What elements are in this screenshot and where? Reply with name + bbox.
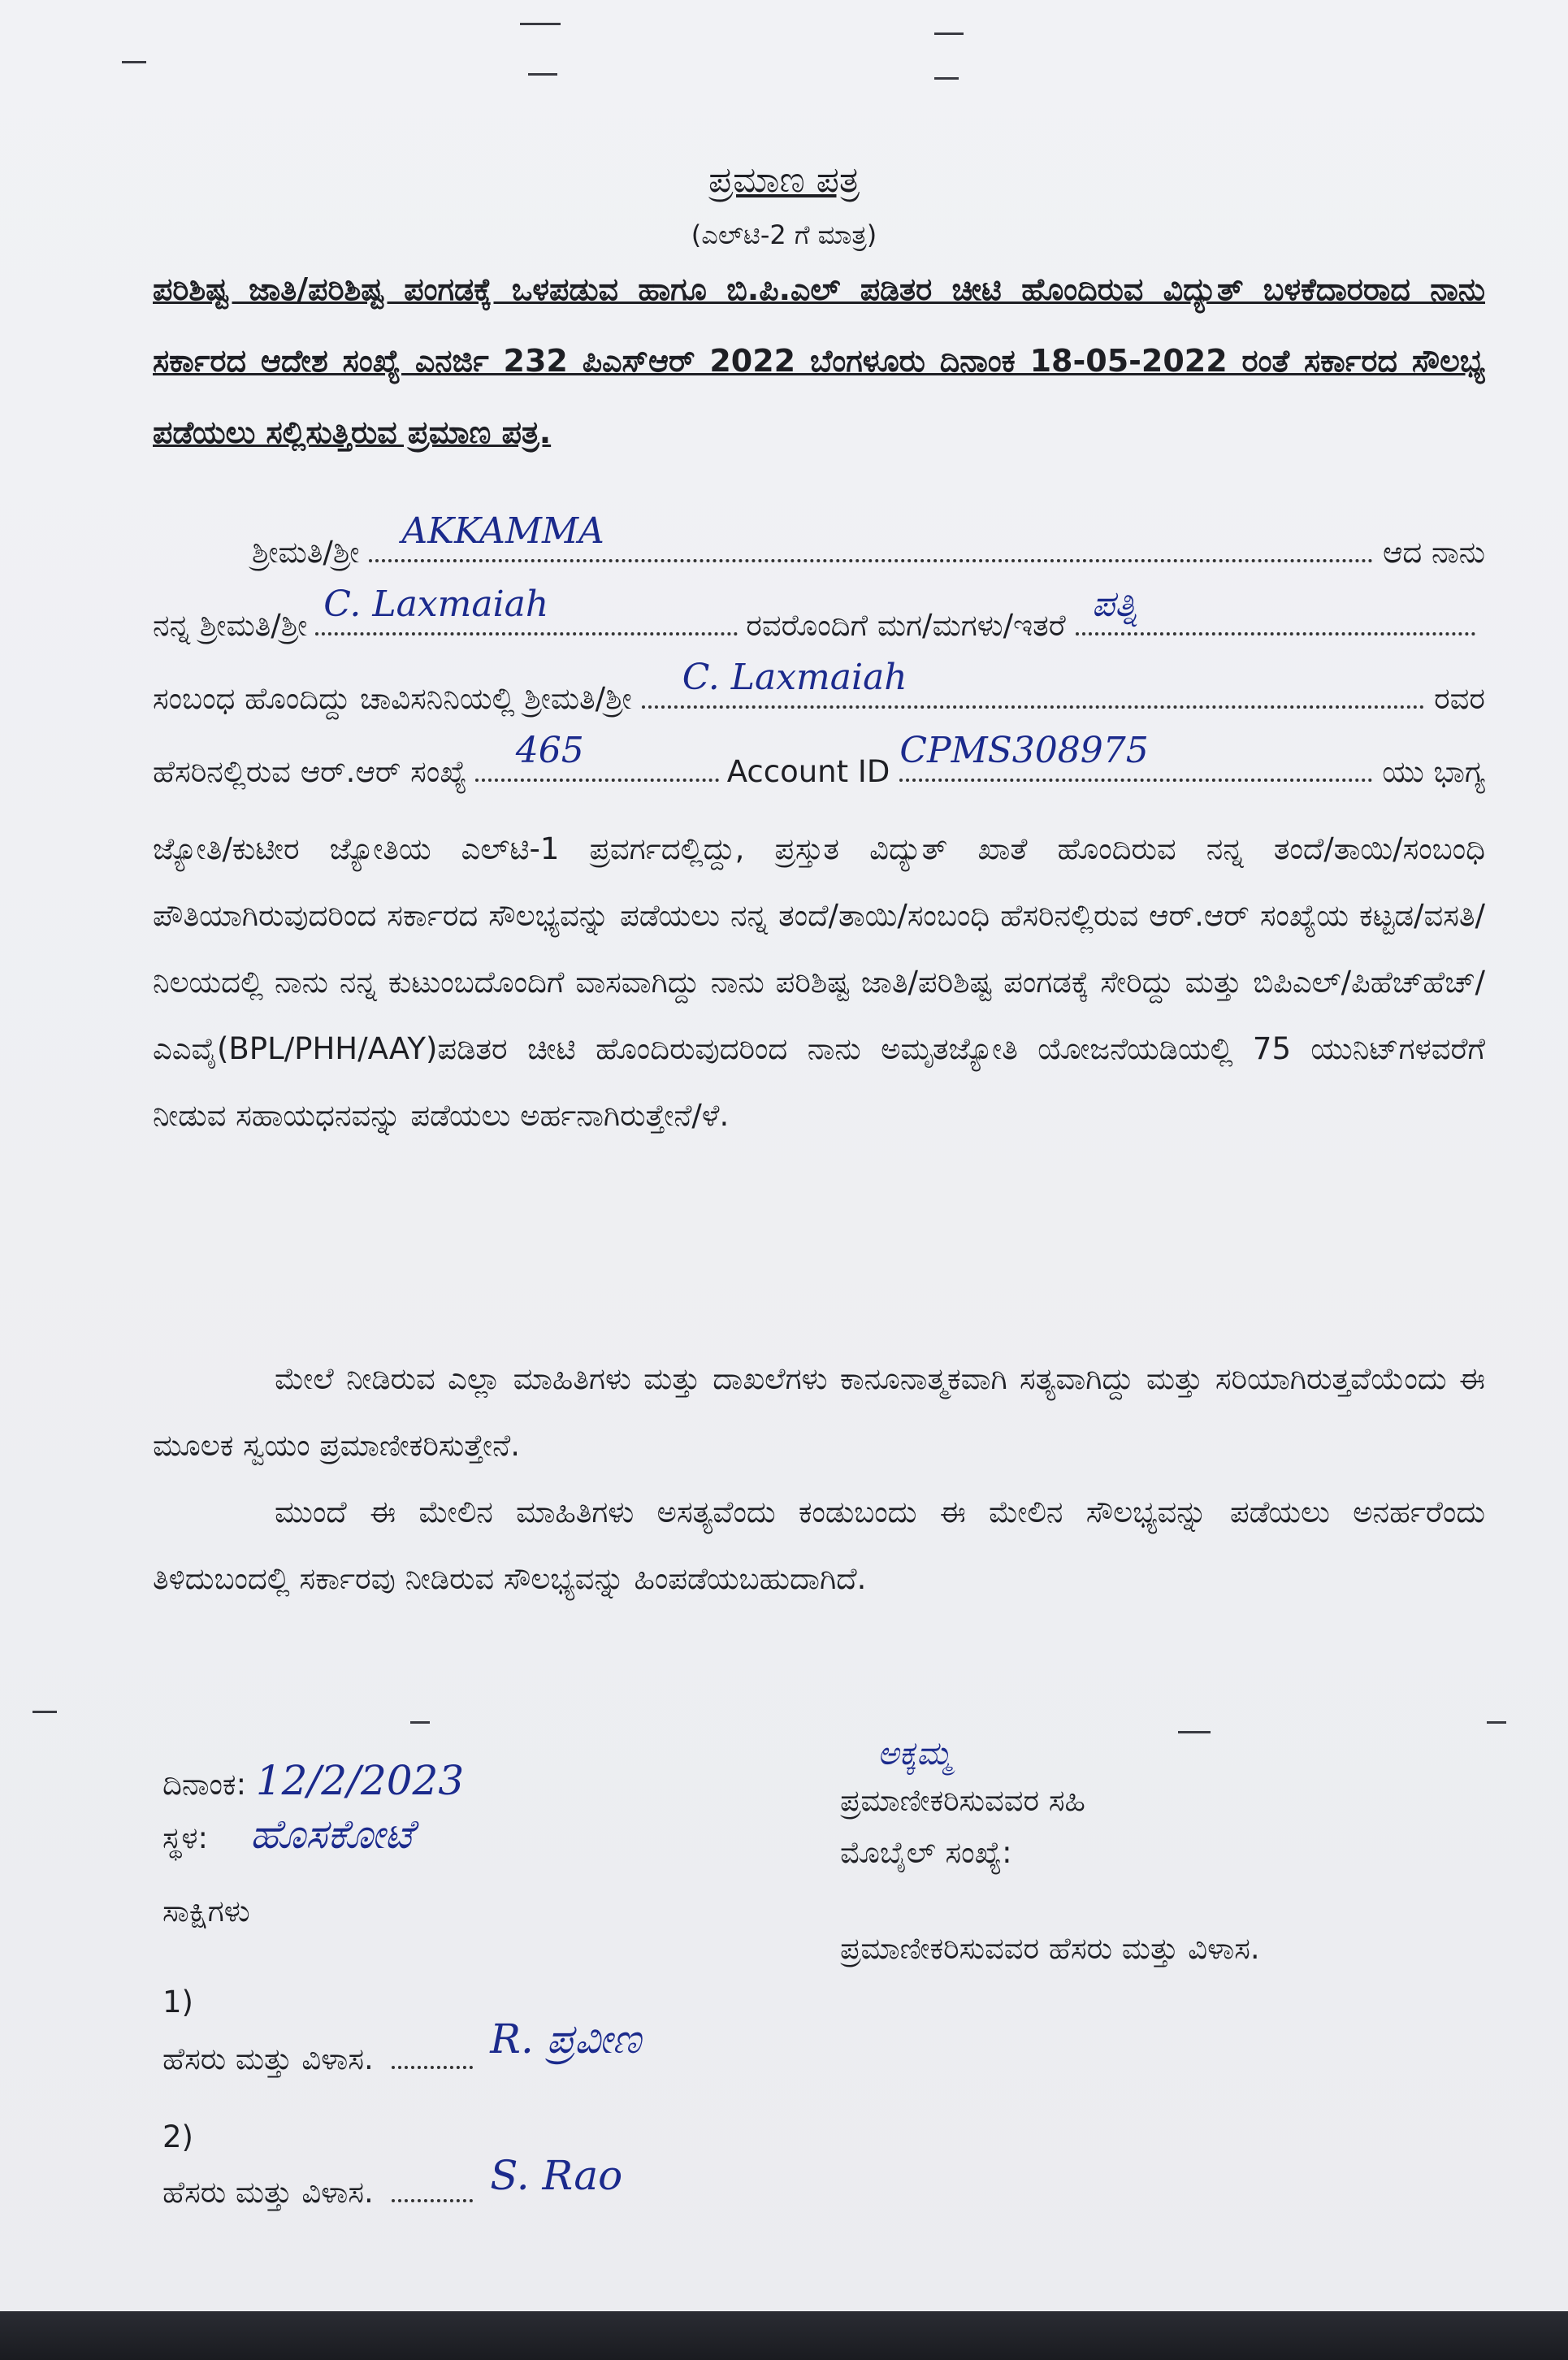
stray-mark bbox=[520, 23, 561, 25]
relation-field bbox=[1076, 583, 1475, 636]
body-paragraph: ಜ್ಯೋತಿ/ಕುಟೀರ ಜ್ಯೋತಿಯ ಎಲ್‌ಟಿ-1 ಪ್ರವರ್ಗದಲ್ಲಿದ್ದು, ಪ್ರಸ್ತುತ ವಿದ್ಯುತ್ ಖಾತೆ ಹೊಂದಿರುವ ನನ್ನ ತಂದೆ/ತಾಯಿ/ಸಂಬಂಧಿ ಪೌತಿಯಾಗಿರುವುದರಿಂದ ಸರ್ಕಾರದ ಸೌಲಭ್ಯವನ್ನು ಪಡೆಯಲು ನನ್ನ ತಂದೆ/ತಾಯಿ/ಸಂಬಂಧಿ ಹೆಸರಿನಲ್ಲಿರುವ ಆರ್.ಆರ್ ಸಂಖ್ಯೆಯ ಕಟ್ಟಡ/ವಸತಿ/ನಿಲಯದಲ್ಲಿ ನಾನು ನನ್ನ ಕುಟುಂಬದೊಂದಿಗೆ ವಾಸವಾಗಿದ್ದು ನಾನು ಪರಿಶಿಷ್ಟ ಜಾತಿ/ಪರಿಶಿಷ್ಟ ಪಂಗಡಕ್ಕೆ ಸೇರಿದ್ದು ಮತ್ತು ಬಿಪಿಎಲ್/ಪಿಹೆಚ್‌ಹೆಚ್/ಎಎವೈ(BPL/PHH/AAY)ಪಡಿತರ ಚೀಟಿ ಹೊಂದಿರುವುದರಿಂದ ನಾನು ಅಮೃತಜ್ಯೋತಿ ಯೋಜನೆಯಡಿಯಲ್ಲಿ 75 ಯುನಿಟ್‌ಗಳವರೆಗೆ ನೀಡುವ ಸಹಾಯಧನವನ್ನು ಪಡೆಯಲು ಅರ್ಹನಾಗಿರುತ್ತೇನೆ/ಳೆ. bbox=[153, 831, 1485, 1133]
stray-mark bbox=[122, 61, 146, 63]
form-line-relative bbox=[153, 583, 1485, 650]
l4-suffix: ಯು ಭಾಗ್ಯ bbox=[1382, 754, 1485, 789]
witness-1-signature: R. ಪ್ರವೀಣ bbox=[490, 2015, 642, 2063]
owner-name-value: C. Laxmaiah bbox=[682, 657, 907, 698]
account-value: CPMS308975 bbox=[899, 730, 1149, 771]
owner-field bbox=[642, 657, 1424, 709]
stray-mark bbox=[1487, 1721, 1506, 1724]
document-heading: ಪರಿಶಿಷ್ಟ ಜಾತಿ/ಪರಿಶಿಷ್ಟ ಪಂಗಡಕ್ಕೆ ಒಳಪಡುವ ಹಾಗೂ ಬಿ.ಪಿ.ಎಲ್ ಪಡಿತರ ಚೀಟಿ ಹೊಂದಿರುವ ವಿದ್ಯುತ್ ಬಳಕೆದಾರರಾದ ನಾನು ಸರ್ಕಾರದ ಆದೇಶ ಸಂಖ್ಯೆ ಎನರ್ಜಿ 232 ಪಿಎಸ್‌ಆರ್ 2022 ಬೆಂಗಳೂರು ದಿನಾಂಕ 18-05-2022 ರಂತೆ ಸರ್ಕಾರದ ಸೌಲಭ್ಯ ಪಡೆಯಲು ಸಲ್ಲಿಸುತ್ತಿರುವ ಪ್ರಮಾಣ ಪತ್ರ. bbox=[153, 271, 1485, 450]
witness-2-signature: S. Rao bbox=[490, 2152, 623, 2199]
stray-mark bbox=[934, 33, 964, 35]
signer-signature: ಅಕ್ಕಮ್ಮ bbox=[877, 1735, 952, 1772]
rr-field bbox=[475, 730, 719, 782]
witness-2-field bbox=[392, 2183, 473, 2202]
stray-mark bbox=[32, 1711, 57, 1713]
relation-value: ಪತ್ನಿ bbox=[1091, 583, 1139, 625]
declaration-paragraph: ಮೇಲೆ ನೀಡಿರುವ ಎಲ್ಲಾ ಮಾಹಿತಿಗಳು ಮತ್ತು ದಾಖಲೆಗಳು ಕಾನೂನಾತ್ಮಕವಾಗಿ ಸತ್ಯವಾಗಿದ್ದು ಮತ್ತು ಸರಿಯಾಗಿರುತ್ತವೆಯೆಂದು ಈ ಮೂಲಕ ಸ್ವಯಂ ಪ್ರಮಾಣೀಕರಿಸುತ್ತೇನೆ. bbox=[153, 1361, 1485, 1463]
rr-value: 465 bbox=[515, 730, 584, 771]
witness-1-field bbox=[392, 2050, 473, 2069]
l2-mid: ರವರೊಂದಿಗೆ ಮಗ/ಮಗಳು/ಇತರೆ bbox=[746, 608, 1066, 643]
date-label: ದಿನಾಂಕ: bbox=[162, 1767, 247, 1802]
stray-mark bbox=[1178, 1731, 1211, 1733]
witness-2-row bbox=[162, 2152, 623, 2212]
witness-2-label: ಹೆಸರು ಮತ್ತು ವಿಳಾಸ. bbox=[162, 2175, 374, 2210]
relative-field bbox=[315, 583, 738, 636]
signer-address-label: ಪ್ರಮಾಣೀಕರಿಸುವವರ ಹೆಸರು ಮತ್ತು ವಿಳಾಸ. bbox=[840, 1931, 1260, 1966]
l2-prefix: ನನ್ನ ಶ್ರೀಮತಿ/ಶ್ರೀ bbox=[153, 608, 308, 643]
revocation-paragraph: ಮುಂದೆ ಈ ಮೇಲಿನ ಮಾಹಿತಿಗಳು ಅಸತ್ಯವೆಂದು ಕಂಡುಬಂದು ಈ ಮೇಲಿನ ಸೌಲಭ್ಯವನ್ನು ಪಡೆಯಲು ಅನರ್ಹರೆಂದು ತಿಳಿದುಬಂದಲ್ಲಿ ಸರ್ಕಾರವು ನೀಡಿರುವ ಸೌಲಭ್ಯವನ್ನು ಹಿಂಪಡೆಯಬಹುದಾಗಿದೆ. bbox=[153, 1495, 1485, 1596]
account-label: Account ID bbox=[726, 754, 890, 789]
witness-1-row bbox=[162, 2015, 642, 2080]
stray-mark bbox=[528, 73, 557, 76]
date-value: 12/2/2023 bbox=[255, 1757, 465, 1804]
date-row bbox=[162, 1757, 464, 1804]
l4-prefix: ಹೆಸರಿನಲ್ಲಿರುವ ಆರ್.ಆರ್ ಸಂಖ್ಯೆ bbox=[153, 754, 467, 789]
stray-mark bbox=[410, 1721, 430, 1724]
witness-1-label: ಹೆಸರು ಮತ್ತು ವಿಳಾಸ. bbox=[162, 2041, 374, 2076]
document-title: ಪ್ರಮಾಣ ಪತ್ರ bbox=[708, 159, 860, 201]
l3-prefix: ಸಂಬಂಧ ಹೊಂದಿದ್ದು ಚಾವಿಸನಿನಿಯಲ್ಲಿ ಶ್ರೀಮತಿ/ಶ್ರೀ bbox=[153, 681, 632, 716]
name-field bbox=[369, 510, 1373, 562]
l1-prefix: ಶ್ರೀಮತಿ/ಶ್ರೀ bbox=[252, 535, 360, 570]
form-line-owner bbox=[153, 657, 1485, 723]
witness-1-number: 1) bbox=[162, 1985, 193, 2019]
place-label: ಸ್ಥಳ: bbox=[162, 1820, 208, 1855]
mobile-label: ಮೊಬೈಲ್ ಸಂಖ್ಯೆ: bbox=[840, 1835, 1012, 1870]
document-subtitle: (ಎಲ್‌ಟಿ-2 ಗೆ ಮಾತ್ರ) bbox=[691, 219, 877, 250]
stray-mark bbox=[934, 77, 959, 80]
name-value: AKKAMMA bbox=[401, 510, 604, 552]
signer-label: ಪ್ರಮಾಣೀಕರಿಸುವವರ ಸಹಿ bbox=[840, 1783, 1085, 1818]
place-row bbox=[162, 1811, 413, 1859]
witnesses-label: ಸಾಕ್ಷಿಗಳು bbox=[162, 1894, 250, 1928]
relative-name-value: C. Laxmaiah bbox=[323, 583, 549, 625]
l1-suffix: ಆದ ನಾನು bbox=[1382, 535, 1485, 570]
l3-suffix: ರವರ bbox=[1434, 681, 1485, 716]
witness-2-number: 2) bbox=[162, 2119, 193, 2154]
account-field bbox=[899, 730, 1372, 782]
place-value: ಹೊಸಕೋಟೆ bbox=[249, 1811, 414, 1858]
form-line-account bbox=[153, 730, 1485, 796]
form-line-name bbox=[252, 510, 1485, 577]
background-surface bbox=[0, 2311, 1568, 2360]
